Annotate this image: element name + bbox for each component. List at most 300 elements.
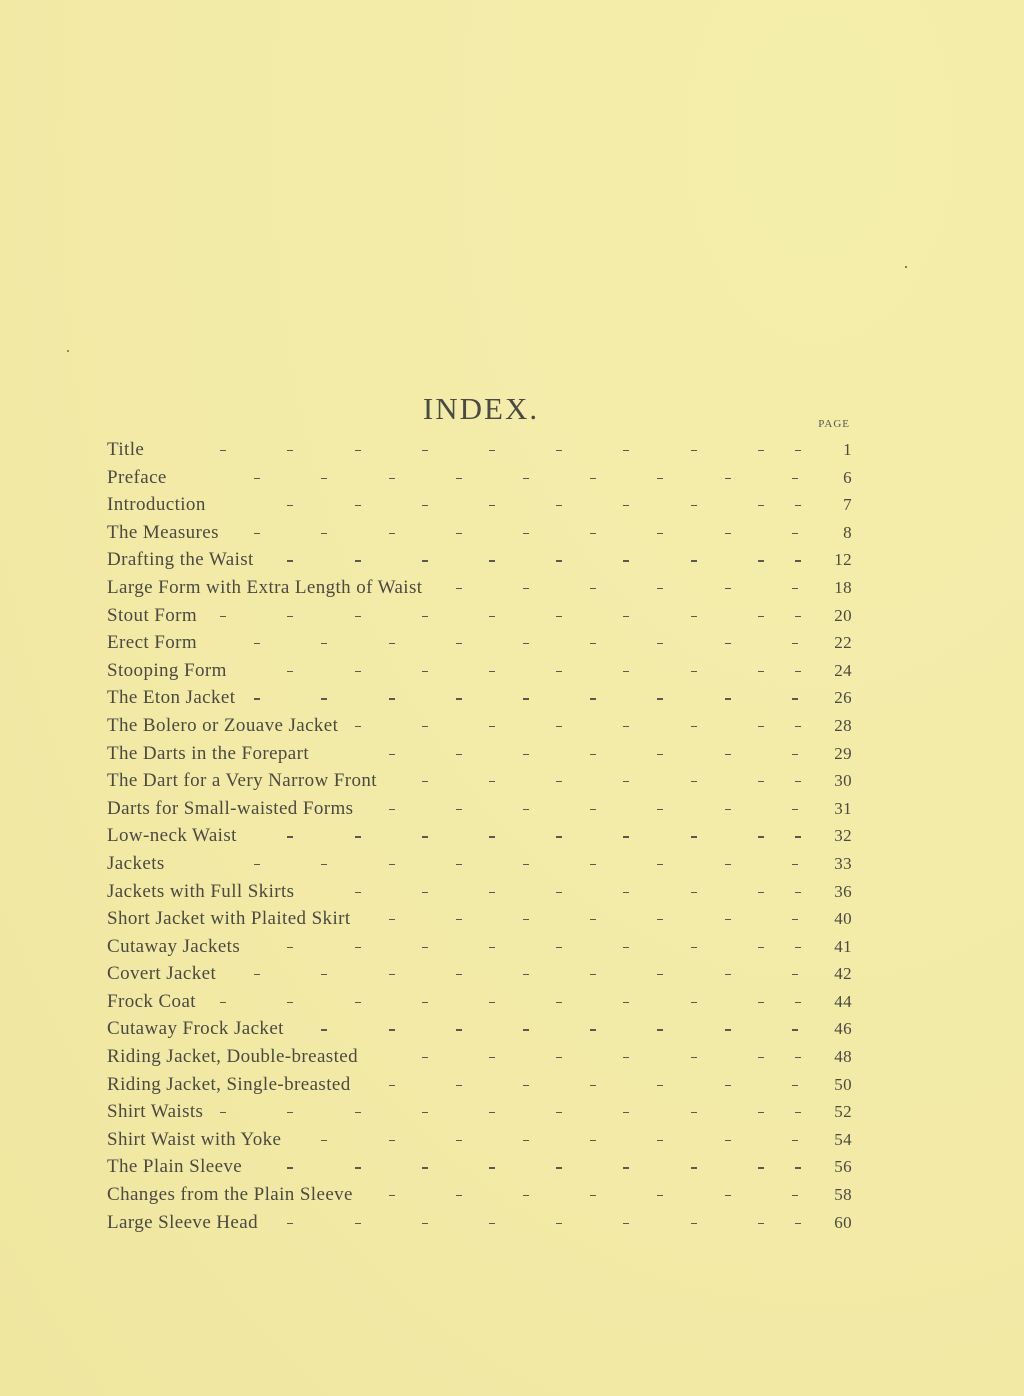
entry-label: Darts for Small-waisted Forms [107,797,354,819]
leader-dash [321,1140,327,1141]
entry-label: Title [107,439,145,460]
entry-page-number: 32 [834,826,852,846]
leader-dash [691,892,697,893]
leader-dash [389,1140,395,1141]
leader-dash [321,478,327,479]
leader-dash [758,781,764,782]
entry-label: Large Form with Extra Length of Waist [107,576,423,598]
leader-dash [657,1085,663,1086]
leader-dash [691,505,697,506]
leader-dash [725,533,731,534]
entry-label: The Measures [107,521,219,543]
index-entry [107,1015,852,1043]
leader-dash [422,1112,428,1113]
leader-dash [220,616,226,617]
leader-dash [792,1140,798,1141]
leader-dash [355,1167,361,1168]
leader-dash [456,809,462,810]
leader-dash [758,1167,764,1168]
entry-label: Covert Jacket [107,963,217,985]
index-entry [107,740,852,768]
leader-dash [556,1167,562,1168]
leader-dash [795,1112,801,1113]
entry-page-number: 40 [834,909,852,929]
leader-dash [623,947,629,948]
entry-page-number: 60 [834,1212,852,1232]
entry-label: The Dart for a Very Narrow Front [107,770,377,792]
leader-dash [792,1029,798,1030]
leader-dash [623,1057,629,1058]
entry-label: Preface [107,466,167,488]
dot-leader [107,602,792,630]
leader-dash [254,974,260,975]
leader-dash [657,478,663,479]
entry-page-number: 29 [834,743,852,763]
index-entry [107,1043,852,1071]
leader-dash [795,892,801,893]
leader-dash [523,643,529,644]
leader-dash [795,505,801,506]
leader-dash [287,671,293,672]
entry-page-number: 8 [843,522,852,542]
leader-dash [422,892,428,893]
leader-dash [287,1223,293,1224]
leader-dash [556,505,562,506]
leader-dash [523,919,529,920]
entry-page-number: 30 [834,771,852,791]
leader-dash [523,588,529,589]
leader-dash [254,533,260,534]
leader-dash [489,1167,495,1168]
leader-dash [456,1085,462,1086]
leader-dash [725,1140,731,1141]
leader-dash [657,809,663,810]
leader-dash [355,892,361,893]
index-entry [107,491,852,519]
entry-page-number: 6 [843,467,852,487]
index-entry [107,602,852,630]
entry-page-number: 24 [834,660,852,680]
leader-dash [623,671,629,672]
leader-dash [456,643,462,644]
leader-dash [456,478,462,479]
leader-dash [523,698,529,699]
leader-dash [590,698,596,699]
index-entry [107,464,852,492]
leader-dash [287,616,293,617]
entry-label: Cutaway Jackets [107,935,241,957]
leader-dash [590,588,596,589]
index-entry [107,657,852,685]
leader-dash [795,1057,801,1058]
entry-page-number: 7 [843,495,852,515]
leader-dash [389,754,395,755]
paper-speck [67,350,69,352]
leader-dash [523,809,529,810]
leader-dash [355,505,361,506]
leader-dash [590,1085,596,1086]
index-entry [107,684,852,712]
leader-dash [321,643,327,644]
leader-dash [795,781,801,782]
index-entry [107,546,852,574]
entry-page-number: 58 [834,1185,852,1205]
entry-page-number: 42 [834,964,852,984]
leader-dash [287,836,293,837]
leader-dash [623,1002,629,1003]
leader-dash [456,588,462,589]
leader-dash [691,1167,697,1168]
leader-dash [389,974,395,975]
leader-dash [355,1002,361,1003]
leader-dash [691,1057,697,1058]
leader-dash [758,1057,764,1058]
leader-dash [758,671,764,672]
leader-dash [795,947,801,948]
entry-page-number: 44 [834,991,852,1011]
leader-dash [725,809,731,810]
leader-dash [792,1085,798,1086]
leader-dash [795,1002,801,1003]
leader-dash [489,781,495,782]
leader-dash [657,533,663,534]
leader-dash [254,864,260,865]
entry-page-number: 31 [834,798,852,818]
leader-dash [795,1223,801,1224]
leader-dash [489,560,495,561]
leader-dash [590,1029,596,1030]
leader-dash [254,643,260,644]
leader-dash [489,1112,495,1113]
leader-dash [792,809,798,810]
leader-dash [456,1195,462,1196]
index-entry [107,905,852,933]
leader-dash [590,1195,596,1196]
leader-dash [792,864,798,865]
leader-dash [623,892,629,893]
leader-dash [355,450,361,451]
index-entry [107,878,852,906]
leader-dash [691,1223,697,1224]
leader-dash [556,726,562,727]
leader-dash [691,450,697,451]
dot-leader [107,988,792,1016]
leader-dash [792,588,798,589]
leader-dash [792,919,798,920]
entry-page-number: 56 [834,1157,852,1177]
leader-dash [556,947,562,948]
entry-page-number: 33 [834,853,852,873]
leader-dash [422,505,428,506]
leader-dash [556,1057,562,1058]
leader-dash [422,450,428,451]
leader-dash [489,892,495,893]
leader-dash [795,1167,801,1168]
index-entry [107,795,852,823]
leader-dash [691,781,697,782]
entry-label: Jackets [107,852,165,874]
dot-leader [107,850,792,878]
entry-label: Changes from the Plain Sleeve [107,1184,353,1206]
leader-dash [422,1057,428,1058]
leader-dash [792,754,798,755]
leader-dash [556,1002,562,1003]
leader-dash [489,726,495,727]
index-entry [107,988,852,1016]
leader-dash [523,1195,529,1196]
leader-dash [523,1029,529,1030]
leader-dash [590,478,596,479]
leader-dash [590,643,596,644]
leader-dash [523,1085,529,1086]
leader-dash [657,1195,663,1196]
index-entry [107,1153,852,1181]
leader-dash [389,1029,395,1030]
index-entry [107,933,852,961]
leader-dash [795,726,801,727]
entry-page-number: 20 [834,605,852,625]
leader-dash [758,616,764,617]
leader-dash [489,616,495,617]
leader-dash [623,450,629,451]
leader-dash [725,588,731,589]
entry-page-number: 28 [834,715,852,735]
leader-dash [355,726,361,727]
leader-dash [523,864,529,865]
leader-dash [792,478,798,479]
index-entries [107,436,852,1236]
leader-dash [657,698,663,699]
leader-dash [355,560,361,561]
leader-dash [422,560,428,561]
leader-dash [657,864,663,865]
leader-dash [456,1029,462,1030]
leader-dash [456,974,462,975]
leader-dash [691,836,697,837]
leader-dash [422,1167,428,1168]
leader-dash [287,1167,293,1168]
leader-dash [725,698,731,699]
leader-dash [795,616,801,617]
leader-dash [623,560,629,561]
leader-dash [657,1140,663,1141]
leader-dash [422,671,428,672]
leader-dash [389,533,395,534]
leader-dash [355,1223,361,1224]
entry-label: Jackets with Full Skirts [107,880,295,902]
leader-dash [758,836,764,837]
leader-dash [795,560,801,561]
index-entry [107,629,852,657]
leader-dash [254,698,260,699]
leader-dash [556,892,562,893]
leader-dash [489,1002,495,1003]
leader-dash [623,505,629,506]
entry-label: The Bolero or Zouave Jacket [107,714,339,736]
leader-dash [389,864,395,865]
leader-dash [590,1140,596,1141]
index-entry [107,1098,852,1126]
index-entry [107,712,852,740]
entry-label: Stooping Form [107,659,227,681]
leader-dash [456,698,462,699]
entry-page-number: 52 [834,1102,852,1122]
leader-dash [389,1195,395,1196]
leader-dash [590,533,596,534]
leader-dash [456,533,462,534]
index-entry [107,1126,852,1154]
leader-dash [590,974,596,975]
leader-dash [758,1112,764,1113]
leader-dash [792,643,798,644]
leader-dash [725,864,731,865]
leader-dash [556,450,562,451]
leader-dash [657,1029,663,1030]
leader-dash [287,450,293,451]
leader-dash [792,974,798,975]
leader-dash [556,1223,562,1224]
leader-dash [389,809,395,810]
index-entry [107,850,852,878]
leader-dash [287,947,293,948]
leader-dash [623,616,629,617]
leader-dash [623,781,629,782]
leader-dash [725,974,731,975]
leader-dash [556,616,562,617]
leader-dash [590,754,596,755]
leader-dash [725,1195,731,1196]
leader-dash [556,1112,562,1113]
leader-dash [795,836,801,837]
leader-dash [355,836,361,837]
entry-label: Introduction [107,494,206,516]
dot-leader [107,629,792,657]
leader-dash [623,1223,629,1224]
entry-page-number: 54 [834,1129,852,1149]
entry-label: Frock Coat [107,990,196,1012]
leader-dash [758,1002,764,1003]
leader-dash [389,1085,395,1086]
leader-dash [657,754,663,755]
leader-dash [489,836,495,837]
entry-label: Drafting the Waist [107,549,254,571]
leader-dash [758,560,764,561]
entry-page-number: 1 [843,440,852,459]
entry-page-number: 22 [834,633,852,653]
leader-dash [691,616,697,617]
entry-page-number: 50 [834,1074,852,1094]
leader-dash [220,1002,226,1003]
entry-label: Stout Form [107,604,198,626]
leader-dash [389,643,395,644]
entry-label: Erect Form [107,632,198,654]
leader-dash [792,533,798,534]
leader-dash [758,726,764,727]
index-entry [107,436,852,464]
entry-label: The Plain Sleeve [107,1156,243,1178]
leader-dash [489,505,495,506]
leader-dash [657,643,663,644]
leader-dash [590,809,596,810]
leader-dash [623,1167,629,1168]
leader-dash [623,726,629,727]
leader-dash [758,450,764,451]
entry-label: The Eton Jacket [107,687,236,709]
paper-speck [905,266,907,268]
leader-dash [556,836,562,837]
entry-label: The Darts in the Forepart [107,742,310,764]
leader-dash [691,671,697,672]
index-entry [107,1181,852,1209]
leader-dash [456,1140,462,1141]
leader-dash [556,671,562,672]
leader-dash [456,754,462,755]
leader-dash [287,1002,293,1003]
leader-dash [691,726,697,727]
leader-dash [389,478,395,479]
leader-dash [758,947,764,948]
leader-dash [725,754,731,755]
index-entry [107,822,852,850]
leader-dash [422,781,428,782]
leader-dash [691,560,697,561]
leader-dash [657,974,663,975]
entry-page-number: 46 [834,1019,852,1039]
page-column-header: PAGE [818,418,850,430]
leader-dash [287,560,293,561]
index-title: INDEX. [422,390,540,426]
leader-dash [489,1057,495,1058]
leader-dash [220,450,226,451]
leader-dash [758,892,764,893]
entry-label: Shirt Waists [107,1101,204,1123]
leader-dash [691,1002,697,1003]
leader-dash [321,533,327,534]
leader-dash [355,616,361,617]
leader-dash [355,1112,361,1113]
leader-dash [725,1029,731,1030]
leader-dash [321,974,327,975]
leader-dash [422,947,428,948]
leader-dash [725,919,731,920]
leader-dash [725,643,731,644]
leader-dash [422,836,428,837]
index-entry [107,519,852,547]
leader-dash [523,533,529,534]
entry-label: Low-neck Waist [107,825,237,847]
leader-dash [795,450,801,451]
entry-page-number: 18 [834,577,852,597]
entry-page-number: 26 [834,688,852,708]
leader-dash [758,505,764,506]
leader-dash [657,588,663,589]
leader-dash [523,754,529,755]
leader-dash [422,726,428,727]
entry-page-number: 36 [834,881,852,901]
leader-dash [489,450,495,451]
leader-dash [623,1112,629,1113]
leader-dash [456,864,462,865]
leader-dash [422,616,428,617]
dot-leader [107,464,792,492]
leader-dash [590,919,596,920]
entry-page-number: 12 [834,550,852,570]
dot-leader [107,436,792,464]
index-entry [107,574,852,602]
index-entry [107,767,852,795]
leader-dash [389,698,395,699]
leader-dash [758,1223,764,1224]
